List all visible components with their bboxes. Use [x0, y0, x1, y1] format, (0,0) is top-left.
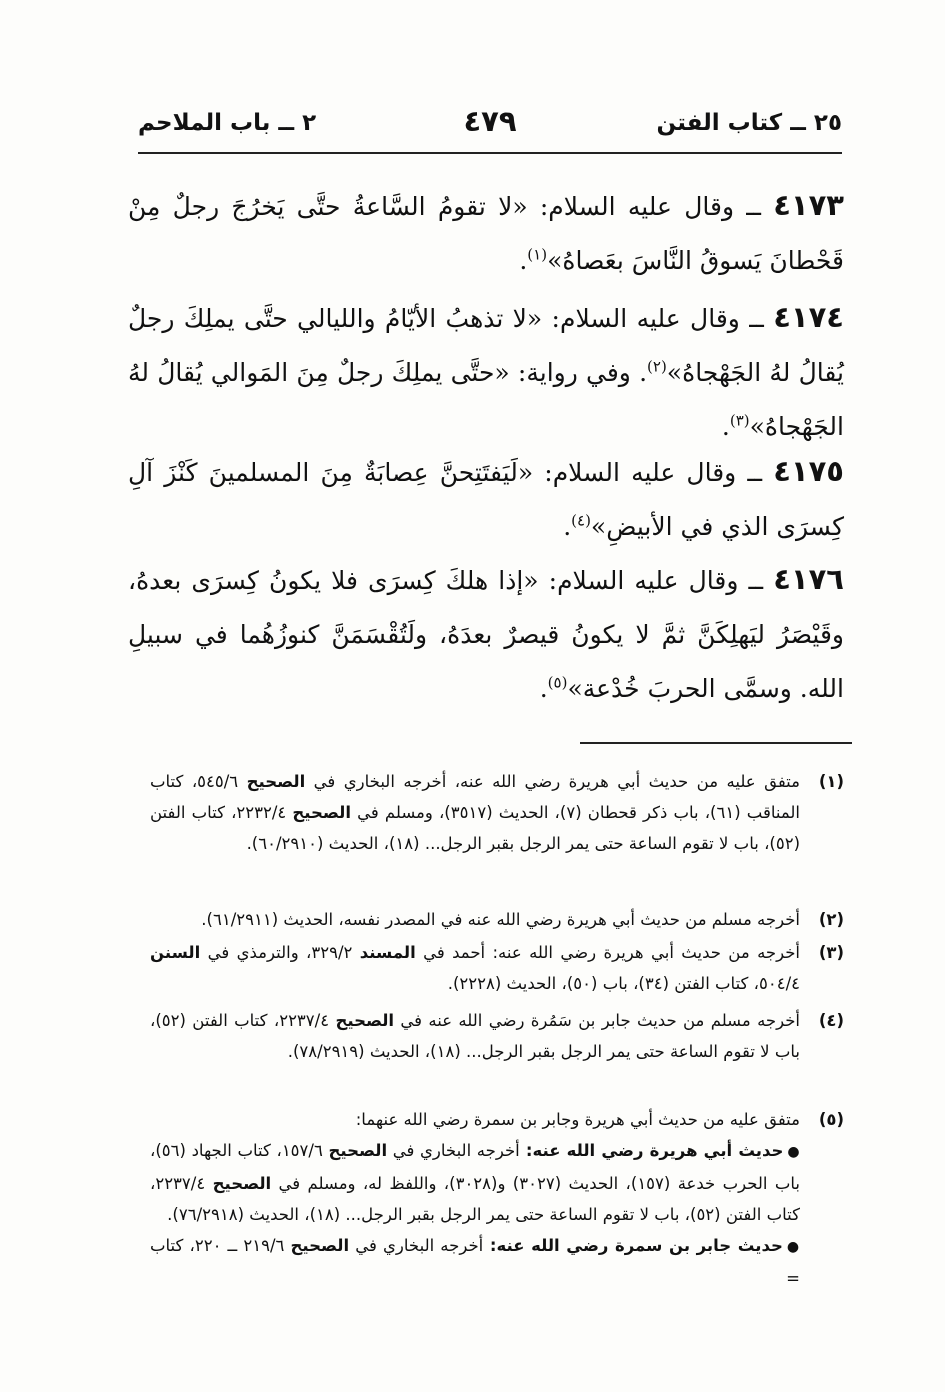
hadith-text: ــ وقال عليه السلام: «لَيَفتَتِحنَّ عِصابَةٌ مِنَ المسلمينَ كَنْزَ آلِ كِسرَى الذي في الأبيضِ» [128, 458, 844, 541]
page-number: ٤٧٩ [463, 104, 517, 138]
footnote-ref: (٥) [547, 673, 568, 692]
footnote-text: أخرجه من حديث أبي هريرة رضي الله عنه: أحمد في [415, 943, 800, 962]
footnote-text: متفق عليه من حديث أبي هريرة رضي الله عنه، أخرجه البخاري في [305, 772, 800, 791]
footnote-text: أخرجه البخاري في [387, 1141, 520, 1160]
footnote-bold-text: حديث جابر بن سمرة رضي الله عنه: [483, 1236, 783, 1255]
footnote-text: متفق عليه من حديث أبي هريرة وجابر بن سمرة رضي الله عنهما: [355, 1110, 800, 1129]
footnote-text: ١٥٧/٦، كتاب الجهاد (٥٦)، باب الحرب خدعة (١٥٧)، الحديث (٣٠٢٧) و(٣٠٢٨)، واللفظ له، ومسلم في [150, 1141, 800, 1193]
hadith-number: ٤١٧٣ [773, 188, 844, 222]
hadith-text-variant: . وفي رواية: «حتَّى يملِكَ رجلٌ مِنَ المَوالي يُقالُ لهُ الجَهْجاهُ» [128, 358, 844, 441]
footnote-number: (٣) [818, 943, 844, 962]
footnote-text: أخرجه البخاري في [349, 1236, 484, 1255]
footnote-bold-text: الصحيح [292, 803, 352, 822]
hadith-text: ــ وقال عليه السلام: «لا تقومُ السَّاعةُ حتَّى يَخرُجَ رجلٌ مِنْ قَحْطانَ يَسوقُ النَّاسَ بعَصاهُ» [128, 192, 844, 275]
hadith-number: ٤١٧٦ [773, 562, 844, 596]
footnote-1 [150, 766, 844, 859]
footnote-ref: (١) [527, 245, 548, 264]
footnote-bold-text: المسند [359, 943, 416, 962]
bullet-icon: ● [787, 1144, 801, 1160]
hadith-number: ٤١٧٥ [773, 454, 844, 488]
footnote-text: ٢١٩/٦ ــ ٢٢٠، كتاب = [150, 1236, 800, 1288]
hadith-4176: ٤١٧٦ ــ وقال عليه السلام: «إذا هلكَ كِسرَى فلا يكونُ كِسرَى بعدهُ، وقَيْصَرُ ليَهلِكَنَّ ثمَّ لا يكونُ قيصرٌ بعدَهُ، ولَتُقْسَمَنَّ كنوزُهُما في سبيلِ الله. وسمَّى الحربَ خُدْعة»$^{(٥)}$. [128, 562, 844, 703]
bullet-icon: ● [786, 1239, 800, 1255]
section-title: ٢ ــ باب الملاحم [138, 110, 317, 136]
footnote-body [201, 910, 800, 929]
footnote-text: أخرجه مسلم من حديث أبي هريرة رضي الله عنه في المصدر نفسه، الحديث (٦١/٢٩١١). [201, 910, 800, 929]
footnote-ref: (٤) [571, 511, 591, 530]
footnote-5 [150, 1104, 844, 1294]
hadith-4175: ٤١٧٥ ــ وقال عليه السلام: «لَيَفتَتِحنَّ عِصابَةٌ مِنَ المسلمينَ كَنْزَ آلِ كِسرَى الذي في الأبيضِ»$^{(٤)}$. [128, 454, 844, 541]
footnote-bold-text: الصحيح [212, 1174, 272, 1193]
footnote-bold-text: الصحيح [246, 772, 306, 791]
footnote-body [150, 1011, 800, 1061]
footnote-bold-text: الصحيح [335, 1011, 395, 1030]
footnote-text: ٢٢٣٧/٤، كتاب الفتن (٥٢)، باب لا تقوم الساعة حتى يمر الرجل بقبر الرجل... (١٨)، الحديث (٧٦/٢٩١٨). [150, 1174, 800, 1224]
footnote-4 [150, 1005, 844, 1067]
footnote-number: (٥) [818, 1110, 844, 1129]
hadith-number: ٤١٧٤ [773, 300, 844, 334]
footnote-2 [150, 904, 844, 935]
footnote-text: ٢٢٣٢/٤، كتاب الفتن (٥٢)، باب لا تقوم الساعة حتى يمر الرجل بقبر الرجل... (١٨)، الحديث (٦٠/٢٩١٠). [150, 803, 800, 853]
footnote-text: ٥٠٤/٤، كتاب الفتن (٣٤)، باب (٥٠)، الحديث (٢٢٢٨). [447, 974, 800, 993]
chapter-title: ٢٥ ــ كتاب الفتن [656, 110, 842, 136]
footnote-number: (٤) [818, 1011, 844, 1030]
footnote-bold-text: حديث أبي هريرة رضي الله عنه: [519, 1141, 784, 1160]
footnote-bold-text: الصحيح [290, 1236, 350, 1255]
hadith-text: ــ وقال عليه السلام: «لا تذهبُ الأيّامُ والليالي حتَّى يملِكَ رجلٌ يُقالُ لهُ الجَهْجاهُ» [128, 304, 844, 387]
footnote-body [356, 1110, 800, 1129]
footnote-bullet-item [150, 1135, 800, 1230]
footnote-text: أخرجه مسلم من حديث جابر بن سَمُرة رضي الله عنه في [394, 1011, 801, 1030]
footnote-3 [150, 937, 844, 999]
footnote-number: (٢) [818, 910, 844, 929]
footnote-bold-text: السنن [150, 943, 201, 962]
page-header [138, 104, 842, 154]
hadith-4173: ٤١٧٣ ــ وقال عليه السلام: «لا تقومُ السَّاعةُ حتَّى يَخرُجَ رجلٌ مِنْ قَحْطانَ يَسوقُ النَّاسَ بعَصاهُ»$^{(١)}$. [128, 188, 844, 275]
footnote-ref: (٣) [729, 411, 750, 430]
footnote-text: ٣٢٩/٢، والترمذي في [200, 943, 360, 962]
hadith-4174: ٤١٧٤ ــ وقال عليه السلام: «لا تذهبُ الأيّامُ والليالي حتَّى يملِكَ رجلٌ يُقالُ لهُ الجَهْجاهُ»$^{(٢)}$. وفي رواية: «حتَّى يملِكَ رجلٌ مِنَ المَوالي يُقالُ لهُ الجَهْجاهُ»$^{(٣)}$. [128, 300, 844, 441]
footnote-body [150, 943, 800, 993]
footnote-body [150, 772, 800, 853]
footnote-text: ٥٤٥/٦، كتاب المناقب (٦١)، باب ذكر قحطان (٧)، الحديث (٣٥١٧)، ومسلم في [150, 772, 800, 822]
footnote-ref: (٢) [647, 357, 667, 376]
footnote-divider [580, 742, 852, 744]
footnote-number: (١) [818, 772, 844, 791]
hadith-text: ــ وقال عليه السلام: «إذا هلكَ كِسرَى فلا يكونُ كِسرَى بعدهُ، وقَيْصَرُ ليَهلِكَنَّ ثمَّ لا يكونُ قيصرٌ بعدَهُ، ولَتُقْسَمَنَّ كنوزُهُما في سبيلِ الله. وسمَّى الحربَ خُدْعة» [128, 566, 844, 703]
footnote-text: ٢٢٣٧/٤، كتاب الفتن (٥٢)، باب لا تقوم الساعة حتى يمر الرجل بقبر الرجل... (١٨)، الحديث (٧٨/٢٩١٩). [150, 1011, 800, 1061]
footnote-bullet-item [150, 1230, 800, 1294]
footnote-bold-text: الصحيح [328, 1141, 388, 1160]
